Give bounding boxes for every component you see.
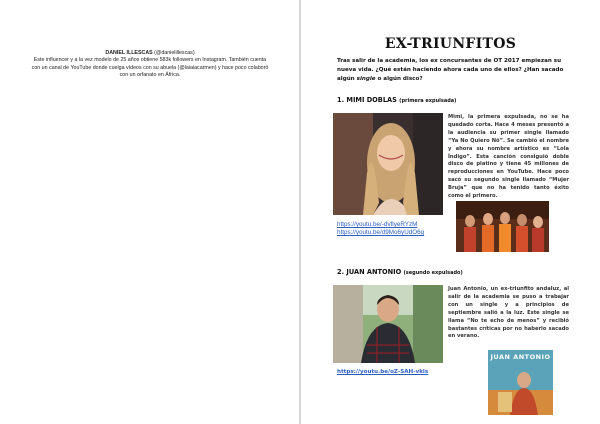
article-title: EX-TRIUNFITOS	[384, 36, 517, 52]
section2-link[interactable]: https://youtu.be/oZ-SAH-vkls	[337, 369, 429, 375]
album-cover	[488, 350, 553, 415]
section2-sub: (segundo expulsado)	[403, 270, 463, 276]
section1-sub: (primera expulsada)	[399, 98, 457, 104]
section2-heading	[337, 268, 463, 276]
left-page	[0, 0, 299, 424]
mimi-photo	[333, 113, 443, 215]
section2-text: Juan Antonio, un ex-triunfito andaluz, al salir de la academia se puso a trabajar con un single y a principios de septiembre salió a la luz. Este single se llama “No te echo de menos” y recibió bastantes críticas por no haberlo sacado en verano.	[448, 286, 569, 340]
intro-part-a: Tras salir de la academia, los ex concursantes de OT 2017 empiezan su nueva vida. ¿Qué están haciendo ahora cada uno de ellos? ¿Han sacado algún	[337, 58, 564, 82]
bio-name: DANIEL ILLESCAS	[105, 50, 153, 56]
article-intro	[337, 57, 569, 83]
intro-emphasis: single	[356, 75, 376, 82]
bio-text: Este influencer y a la vez modelo de 25 años obtiene 583k followers en Instagram. También cuenta con un canal de YouTube donde cuelga vídeos con su abuela (@laiaiacarmen) y hace poco colaboró con un orfanato en África.	[31, 57, 269, 78]
juan-antonio-photo	[333, 285, 443, 363]
intro-part-b: o algún disco?	[375, 75, 423, 82]
section2-title: 2. JUAN ANTONIO	[337, 268, 402, 276]
group-photo	[456, 201, 549, 252]
album-cover-title: JUAN ANTONIO	[490, 353, 551, 361]
bio-handle: (@danielillescas)	[154, 50, 195, 56]
section1-link-2[interactable]: https://youtu.be/d9Mo6yUdO6g	[337, 229, 425, 236]
section1-heading	[337, 96, 456, 104]
section1-text: Mimi, la primera expulsada, no se ha quedado corta. Hace 4 meses presentó a la audiencia su primer single llamado “Ya No Quiero Nö”. Se cambió el nombre y ahora su nombre artístico es “Lola Índigo”. Esta canción consiguió doble disco de platino y tiene 45 millones de reproducciones en YouTube. Hace poco sacó su segundo single llamado “Mujer Bruja” que no ha tenido tanto éxito como el primero.	[448, 114, 569, 200]
section1-link-1[interactable]: https://youtu.be/-dvflyeRYzM	[337, 221, 418, 228]
bio-block	[30, 50, 270, 79]
section1-title: 1. MIMI DOBLAS	[337, 96, 397, 104]
right-page	[301, 0, 600, 424]
